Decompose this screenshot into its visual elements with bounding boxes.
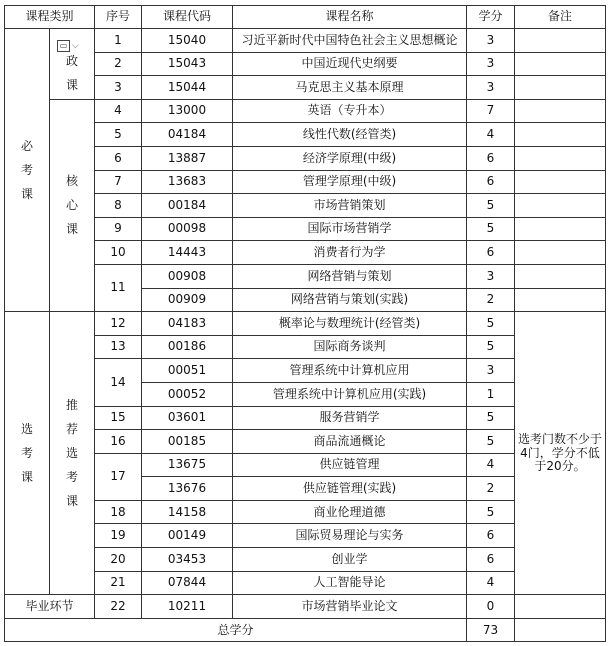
row-remark xyxy=(515,99,606,123)
row-credit: 3 xyxy=(467,76,515,100)
row-name: 国际贸易理论与实务 xyxy=(233,524,467,548)
header-credit: 学分 xyxy=(467,6,515,29)
row-code: 04184 xyxy=(142,123,233,147)
row-remark xyxy=(515,146,606,170)
row-credit: 2 xyxy=(467,477,515,501)
row-code: 15044 xyxy=(142,76,233,100)
row-name: 马克思主义基本原理 xyxy=(233,76,467,100)
row-remark xyxy=(515,170,606,194)
group-elective: 选考课 xyxy=(5,312,50,595)
row-no: 17 xyxy=(95,453,142,500)
row-code: 14158 xyxy=(142,500,233,524)
table-row xyxy=(5,194,606,218)
row-no: 13 xyxy=(95,335,142,359)
row-no: 16 xyxy=(95,430,142,454)
table-row xyxy=(5,312,606,336)
header-code: 课程代码 xyxy=(142,6,233,29)
row-name: 国际商务谈判 xyxy=(233,335,467,359)
row-code: 13683 xyxy=(142,170,233,194)
header-category: 课程类别 xyxy=(5,6,95,29)
row-name: 管理系统中计算机应用(实践) xyxy=(233,382,467,406)
table-row xyxy=(5,170,606,194)
row-remark xyxy=(515,288,606,312)
row-credit: 6 xyxy=(467,524,515,548)
select-box-icon[interactable]: ▭ xyxy=(57,40,70,52)
row-name: 供应链管理 xyxy=(233,453,467,477)
row-remark xyxy=(515,29,606,53)
row-name: 概率论与数理统计(经管类) xyxy=(233,312,467,336)
group-core: 核心课 xyxy=(50,99,95,311)
row-name: 习近平新时代中国特色社会主义思想概论 xyxy=(233,29,467,53)
row-remark xyxy=(515,76,606,100)
row-remark xyxy=(515,241,606,265)
row-code: 13000 xyxy=(142,99,233,123)
row-no: 7 xyxy=(95,170,142,194)
row-credit: 5 xyxy=(467,500,515,524)
row-name: 管理学原理(中级) xyxy=(233,170,467,194)
row-name: 网络营销与策划 xyxy=(233,264,467,288)
row-remark xyxy=(515,595,606,619)
row-remark xyxy=(515,194,606,218)
row-code: 00909 xyxy=(142,288,233,312)
row-credit: 6 xyxy=(467,170,515,194)
row-no: 1 xyxy=(95,29,142,53)
table-row xyxy=(5,123,606,147)
row-credit: 5 xyxy=(467,217,515,241)
row-credit: 6 xyxy=(467,241,515,265)
row-name: 经济学原理(中级) xyxy=(233,146,467,170)
table-row xyxy=(5,264,606,288)
row-name: 网络营销与策划(实践) xyxy=(233,288,467,312)
row-credit: 5 xyxy=(467,335,515,359)
table-row xyxy=(5,76,606,100)
row-name: 人工智能导论 xyxy=(233,571,467,595)
row-credit: 6 xyxy=(467,146,515,170)
row-credit: 5 xyxy=(467,406,515,430)
row-remark xyxy=(515,264,606,288)
row-name: 英语（专升本） xyxy=(233,99,467,123)
row-code: 03453 xyxy=(142,548,233,572)
table-row xyxy=(5,241,606,265)
row-code: 00052 xyxy=(142,382,233,406)
header-row xyxy=(5,6,606,29)
row-credit: 4 xyxy=(467,123,515,147)
row-remark xyxy=(515,123,606,147)
row-no: 10 xyxy=(95,241,142,265)
row-code: 15040 xyxy=(142,29,233,53)
row-no: 15 xyxy=(95,406,142,430)
row-code: 15043 xyxy=(142,52,233,76)
row-credit: 3 xyxy=(467,264,515,288)
row-code: 13676 xyxy=(142,477,233,501)
row-code: 00098 xyxy=(142,217,233,241)
row-code: 00184 xyxy=(142,194,233,218)
row-no: 2 xyxy=(95,52,142,76)
row-name: 线性代数(经管类) xyxy=(233,123,467,147)
row-no: 14 xyxy=(95,359,142,406)
row-credit: 4 xyxy=(467,453,515,477)
table-row xyxy=(5,29,606,53)
row-code: 13675 xyxy=(142,453,233,477)
total-row xyxy=(5,618,606,642)
row-name: 消费者行为学 xyxy=(233,241,467,265)
header-no: 序号 xyxy=(95,6,142,29)
row-name: 管理系统中计算机应用 xyxy=(233,359,467,383)
row-credit: 2 xyxy=(467,288,515,312)
row-credit: 3 xyxy=(467,359,515,383)
row-remark xyxy=(515,217,606,241)
row-name: 中国近现代史纲要 xyxy=(233,52,467,76)
row-name: 商品流通概论 xyxy=(233,430,467,454)
row-credit: 5 xyxy=(467,312,515,336)
header-name: 课程名称 xyxy=(233,6,467,29)
row-code: 00051 xyxy=(142,359,233,383)
row-credit: 3 xyxy=(467,29,515,53)
header-remark: 备注 xyxy=(515,6,606,29)
total-remark xyxy=(515,618,606,642)
row-no: 19 xyxy=(95,524,142,548)
row-no: 22 xyxy=(95,595,142,619)
table-row xyxy=(5,217,606,241)
row-code: 00185 xyxy=(142,430,233,454)
group-recommended: 推荐选考课 xyxy=(50,312,95,595)
row-credit: 1 xyxy=(467,382,515,406)
row-name: 服务营销学 xyxy=(233,406,467,430)
row-no: 9 xyxy=(95,217,142,241)
row-no: 8 xyxy=(95,194,142,218)
row-credit: 0 xyxy=(467,595,515,619)
row-no: 20 xyxy=(95,548,142,572)
row-remark xyxy=(515,52,606,76)
row-no: 5 xyxy=(95,123,142,147)
total-credit: 73 xyxy=(467,618,515,642)
total-label: 总学分 xyxy=(5,618,467,642)
row-code: 10211 xyxy=(142,595,233,619)
group-graduation: 毕业环节 xyxy=(5,595,95,619)
row-code: 04183 xyxy=(142,312,233,336)
table-row xyxy=(5,146,606,170)
row-credit: 5 xyxy=(467,194,515,218)
row-name: 国际市场营销学 xyxy=(233,217,467,241)
row-credit: 6 xyxy=(467,548,515,572)
row-code: 13887 xyxy=(142,146,233,170)
row-name: 市场营销策划 xyxy=(233,194,467,218)
chevron-down-icon[interactable]: ⌵ xyxy=(72,41,79,51)
row-no: 11 xyxy=(95,264,142,311)
row-name: 供应链管理(实践) xyxy=(233,477,467,501)
row-no: 12 xyxy=(95,312,142,336)
course-plan-table xyxy=(4,5,606,642)
row-code: 14443 xyxy=(142,241,233,265)
row-credit: 4 xyxy=(467,571,515,595)
row-no: 3 xyxy=(95,76,142,100)
row-name: 商业伦理道德 xyxy=(233,500,467,524)
row-no: 6 xyxy=(95,146,142,170)
group-required: 必考课 xyxy=(5,29,50,312)
table-row xyxy=(5,595,606,619)
row-code: 03601 xyxy=(142,406,233,430)
row-credit: 7 xyxy=(467,99,515,123)
row-code: 00149 xyxy=(142,524,233,548)
row-code: 00186 xyxy=(142,335,233,359)
row-no: 18 xyxy=(95,500,142,524)
elective-remark: 选考门数不少于4门，学分不低于20分。 xyxy=(515,312,606,595)
row-name: 市场营销毕业论文 xyxy=(233,595,467,619)
row-credit: 3 xyxy=(467,52,515,76)
row-no: 21 xyxy=(95,571,142,595)
table-row xyxy=(5,99,606,123)
group-politics: 政课 xyxy=(50,29,95,100)
row-no: 4 xyxy=(95,99,142,123)
row-name: 创业学 xyxy=(233,548,467,572)
table-row xyxy=(5,52,606,76)
row-code: 07844 xyxy=(142,571,233,595)
row-code: 00908 xyxy=(142,264,233,288)
row-credit: 5 xyxy=(467,430,515,454)
